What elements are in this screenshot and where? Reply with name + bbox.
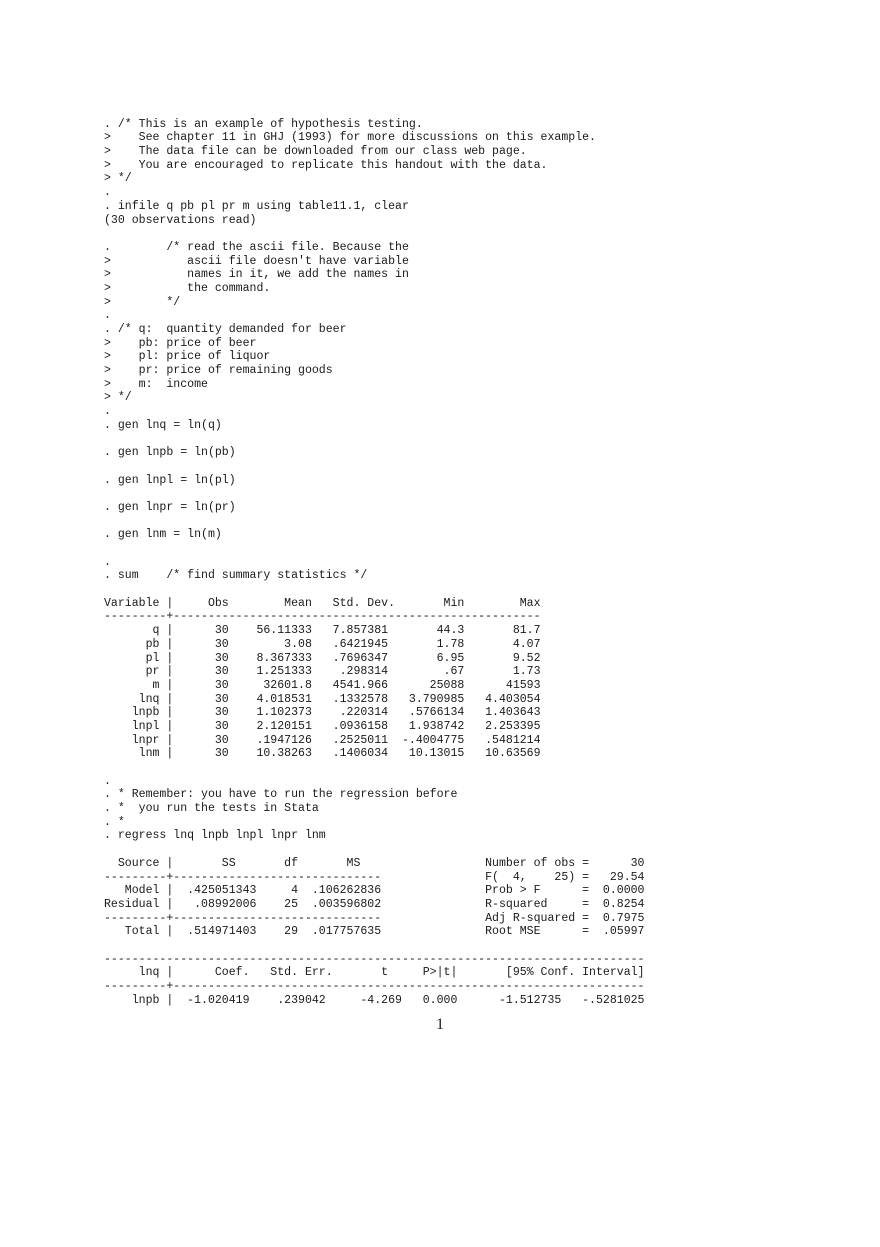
- log-line: ------------------------------------------------------------------------------: [104, 952, 645, 966]
- log-line: [104, 515, 804, 529]
- log-line: . gen lnpb = ln(pb): [104, 446, 236, 460]
- log-line: [104, 939, 804, 953]
- log-line: pl | 30 8.367333 .7696347 6.95 9.52: [104, 651, 541, 665]
- log-line: lnm | 30 10.38263 .1406034 10.13015 10.63569: [104, 747, 541, 761]
- log-line: . /* read the ascii file. Because the: [104, 240, 409, 254]
- log-line: (30 observations read): [104, 213, 257, 227]
- log-line: . /* q: quantity demanded for beer: [104, 323, 347, 336]
- log-line: .: [104, 309, 111, 323]
- log-line: > pr: price of remaining goods: [104, 364, 333, 378]
- log-line: . * you run the tests in Stata: [104, 802, 319, 816]
- log-line: . gen lnm = ln(m): [104, 528, 222, 542]
- log-line: . *: [104, 815, 125, 829]
- log-line: . * Remember: you have to run the regression before: [104, 788, 458, 802]
- log-line: > pb: price of beer: [104, 336, 257, 350]
- log-line: . sum /* find summary statistics */: [104, 569, 368, 583]
- log-line: [104, 433, 804, 447]
- log-line: q | 30 56.11333 7.857381 44.3 81.7: [104, 624, 541, 638]
- log-line: .: [104, 186, 111, 200]
- log-line: > names in it, we add the names in: [104, 268, 409, 282]
- log-line: m | 30 32601.8 4541.966 25088 41593: [104, 678, 541, 692]
- log-line: [104, 542, 804, 556]
- log-line: . gen lnq = ln(q): [104, 418, 222, 432]
- stata-log: [104, 104, 804, 1007]
- log-line: > The data file can be downloaded from our class web page.: [104, 145, 527, 159]
- log-line: pr | 30 1.251333 .298314 .67 1.73: [104, 665, 541, 679]
- log-line: . regress lnq lnpb lnpl lnpr lnm: [104, 829, 326, 843]
- log-line: . gen lnpl = ln(pl): [104, 473, 236, 487]
- log-line: [104, 843, 804, 857]
- log-line: > */: [104, 172, 132, 186]
- log-line: > */: [104, 295, 181, 309]
- log-line: .: [104, 555, 111, 569]
- log-line: [104, 227, 804, 241]
- log-line: > You are encouraged to replicate this handout with the data.: [104, 158, 548, 172]
- log-line: > pl: price of liquor: [104, 350, 271, 364]
- log-line: lnpr | 30 .1947126 .2525011 -.4004775 .5481214: [104, 733, 541, 747]
- log-line: > m: income: [104, 377, 208, 391]
- log-line: [104, 460, 804, 474]
- log-line: lnpb | 30 1.102373 .220314 .5766134 1.403643: [104, 706, 541, 720]
- log-line: [104, 104, 804, 118]
- log-line: Variable | Obs Mean Std. Dev. Min Max: [104, 596, 541, 610]
- log-line: lnq | 30 4.018531 .1332578 3.790985 4.403054: [104, 692, 541, 706]
- log-line: [104, 487, 804, 501]
- log-line: > See chapter 11 in GHJ (1993) for more discussions on this example.: [104, 131, 596, 145]
- log-line: pb | 30 3.08 .6421945 1.78 4.07: [104, 637, 541, 651]
- log-line: .: [104, 774, 111, 788]
- log-line: > */: [104, 391, 132, 405]
- log-line: > ascii file doesn't have variable: [104, 254, 409, 268]
- log-line: . infile q pb pl pr m using table11.1, clear: [104, 199, 409, 213]
- log-line: [104, 761, 804, 775]
- log-line: [104, 583, 804, 597]
- log-line: Model | .425051343 4 .106262836 Prob > F = 0.0000: [104, 884, 645, 898]
- page-number: 1: [436, 1016, 444, 1033]
- log-line: ---------+-----------------------------------------------------: [104, 610, 541, 624]
- log-line: lnpl | 30 2.120151 .0936158 1.938742 2.253395: [104, 719, 541, 733]
- log-line: lnpb | -1.020419 .239042 -4.269 0.000 -1.512735 -.5281025: [104, 993, 645, 1007]
- log-line: > the command.: [104, 281, 271, 295]
- log-line: ---------+------------------------------ Adj R-squared = 0.7975: [104, 911, 645, 925]
- log-line: . /* This is an example of hypothesis testing.: [104, 117, 423, 131]
- log-line: Total | .514971403 29 .017757635 Root MSE = .05997: [104, 925, 645, 939]
- log-line: .: [104, 405, 111, 419]
- log-line: ---------+------------------------------ F( 4, 25) = 29.54: [104, 870, 645, 884]
- log-line: . gen lnpr = ln(pr): [104, 500, 236, 514]
- log-line: Residual | .08992006 25 .003596802 R-squared = 0.8254: [104, 897, 645, 911]
- log-line: lnq | Coef. Std. Err. t P>|t| [95% Conf. Interval]: [104, 966, 645, 980]
- log-line: Source | SS df MS Number of obs = 30: [104, 856, 645, 870]
- log-line: ---------+--------------------------------------------------------------------: [104, 980, 645, 993]
